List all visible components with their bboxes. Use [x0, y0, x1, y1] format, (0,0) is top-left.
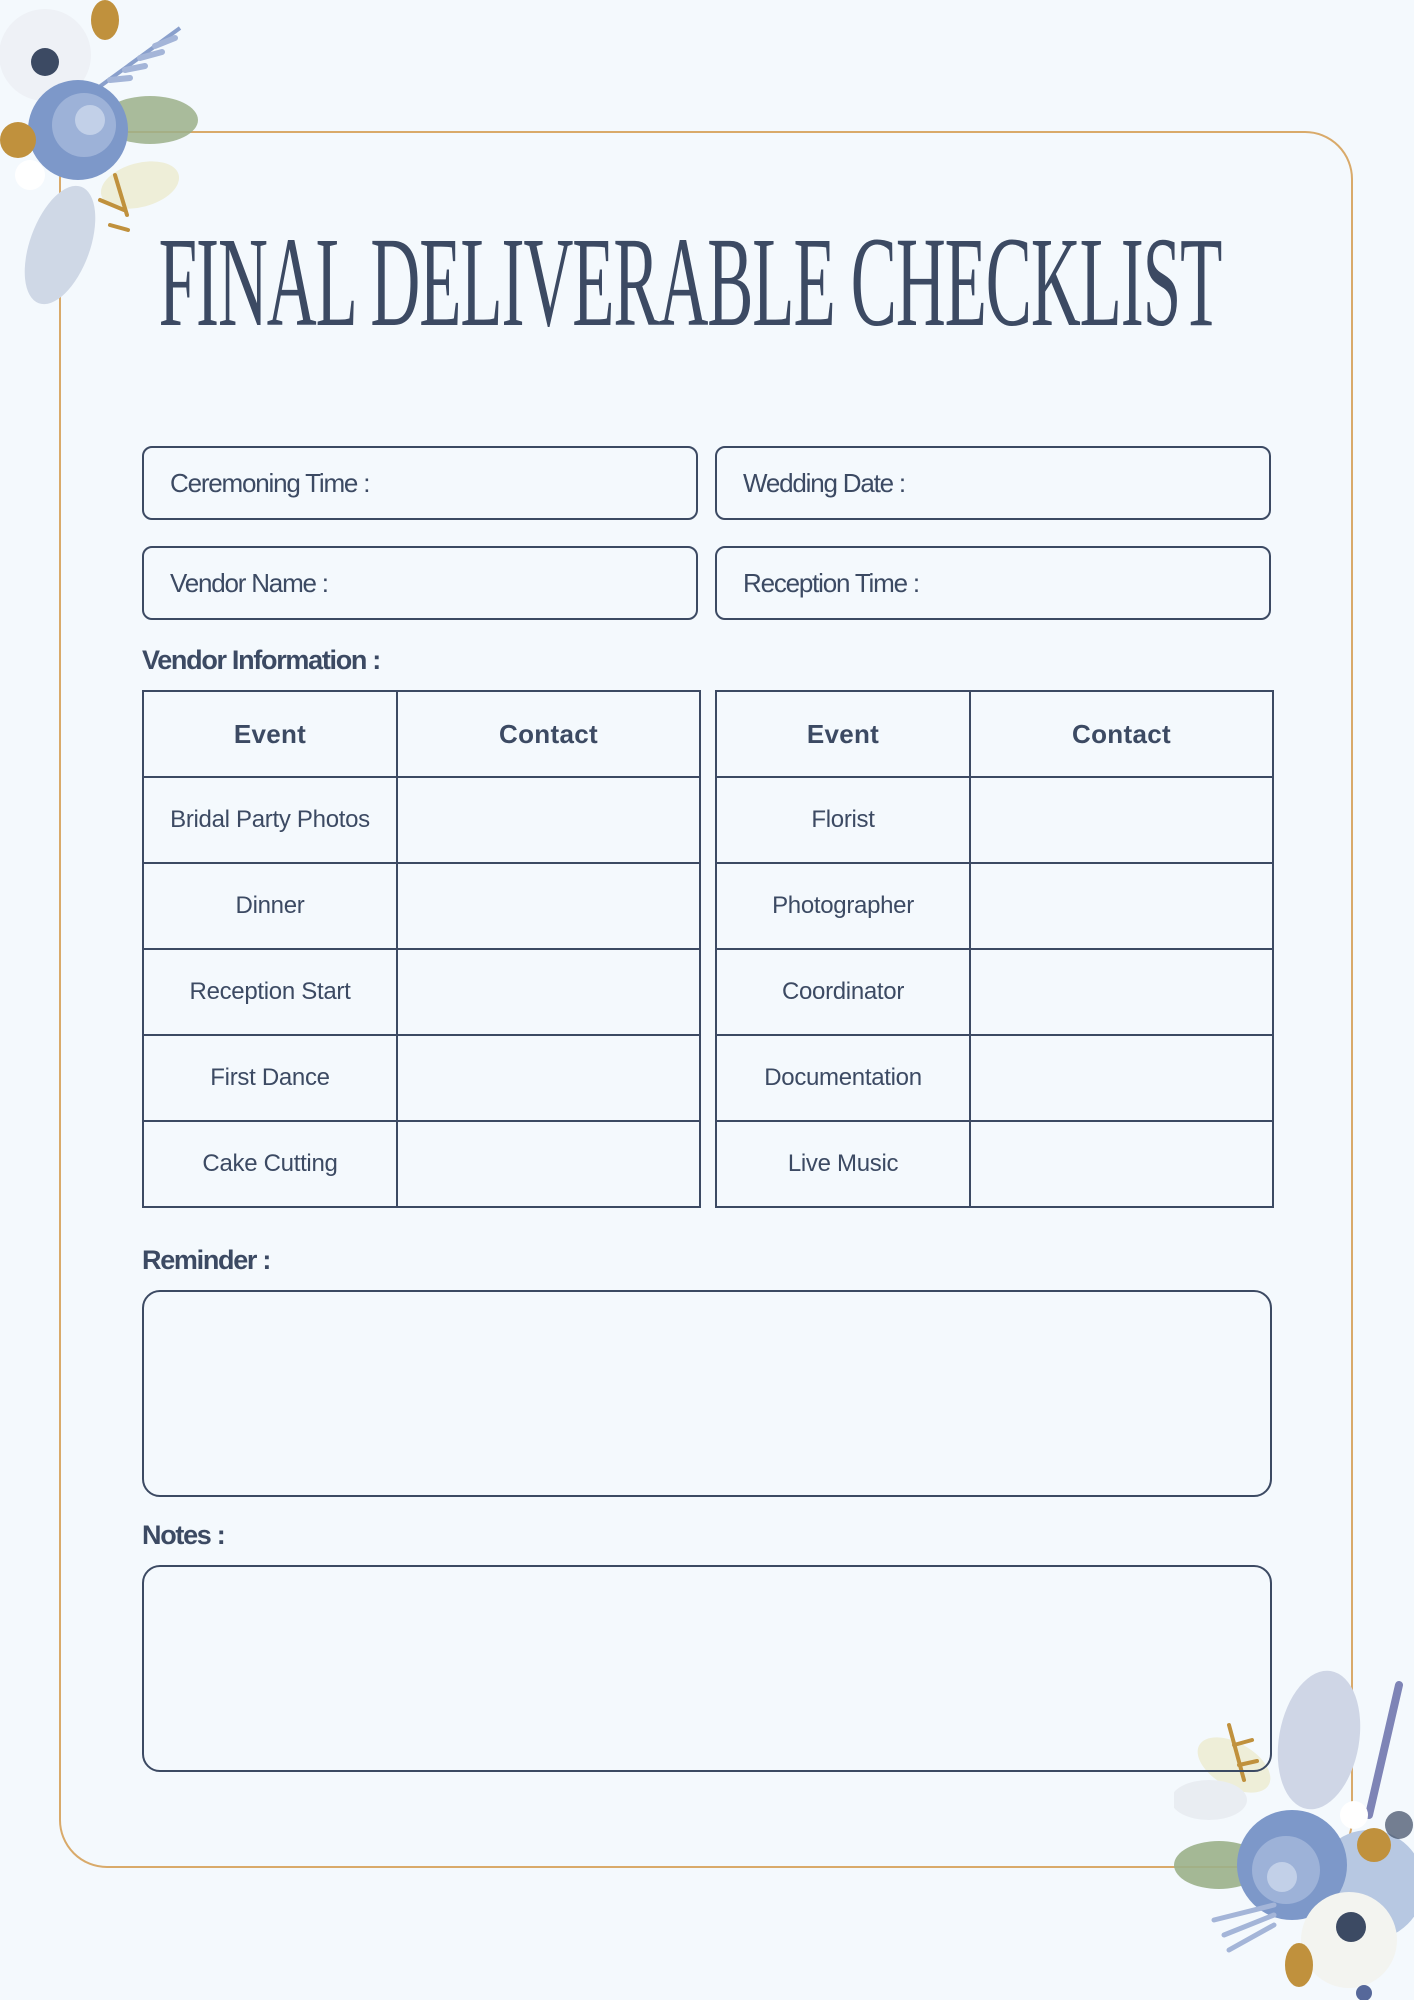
vendor-information-label: Vendor Information : [142, 645, 381, 675]
table-row [143, 1035, 700, 1121]
contact-cell[interactable] [397, 777, 700, 863]
vendor-name-field[interactable]: Vendor Name : [142, 546, 698, 620]
contact-cell[interactable] [970, 863, 1273, 949]
table-row [716, 863, 1273, 949]
contact-cell[interactable] [397, 863, 700, 949]
contact-column-header: Contact [970, 691, 1273, 777]
event-cell: Reception Start [143, 949, 397, 1035]
contact-cell[interactable] [970, 777, 1273, 863]
reception-time-field[interactable]: Reception Time : [715, 546, 1271, 620]
contact-cell[interactable] [397, 1121, 700, 1207]
wedding-date-field[interactable]: Wedding Date : [715, 446, 1271, 520]
table-row [143, 949, 700, 1035]
contact-cell[interactable] [970, 949, 1273, 1035]
event-cell: First Dance [143, 1035, 397, 1121]
contact-cell[interactable] [970, 1035, 1273, 1121]
event-cell: Photographer [716, 863, 970, 949]
event-cell: Documentation [716, 1035, 970, 1121]
event-column-header: Event [143, 691, 397, 777]
reminder-box[interactable] [142, 1290, 1272, 1497]
ceremony-time-field[interactable]: Ceremoning Time : [142, 446, 698, 520]
event-cell: Florist [716, 777, 970, 863]
notes-label: Notes : [142, 1520, 225, 1550]
event-cell: Coordinator [716, 949, 970, 1035]
event-cell: Cake Cutting [143, 1121, 397, 1207]
contact-cell[interactable] [397, 1035, 700, 1121]
event-cell: Bridal Party Photos [143, 777, 397, 863]
event-cell: Dinner [143, 863, 397, 949]
table-row [143, 863, 700, 949]
vendor-table-left [142, 690, 701, 1208]
table-header-row [716, 691, 1273, 777]
event-column-header: Event [716, 691, 970, 777]
reminder-label: Reminder : [142, 1245, 271, 1275]
event-cell: Live Music [716, 1121, 970, 1207]
contact-cell[interactable] [970, 1121, 1273, 1207]
page-title: FINAL DELIVERABLE CHECKLIST [158, 211, 1222, 353]
table-row [716, 949, 1273, 1035]
table-row [716, 777, 1273, 863]
table-row [143, 777, 700, 863]
vendor-table-right [715, 690, 1274, 1208]
table-row [143, 1121, 700, 1207]
table-row [716, 1035, 1273, 1121]
contact-column-header: Contact [397, 691, 700, 777]
notes-box[interactable] [142, 1565, 1272, 1772]
table-row [716, 1121, 1273, 1207]
contact-cell[interactable] [397, 949, 700, 1035]
table-header-row [143, 691, 700, 777]
